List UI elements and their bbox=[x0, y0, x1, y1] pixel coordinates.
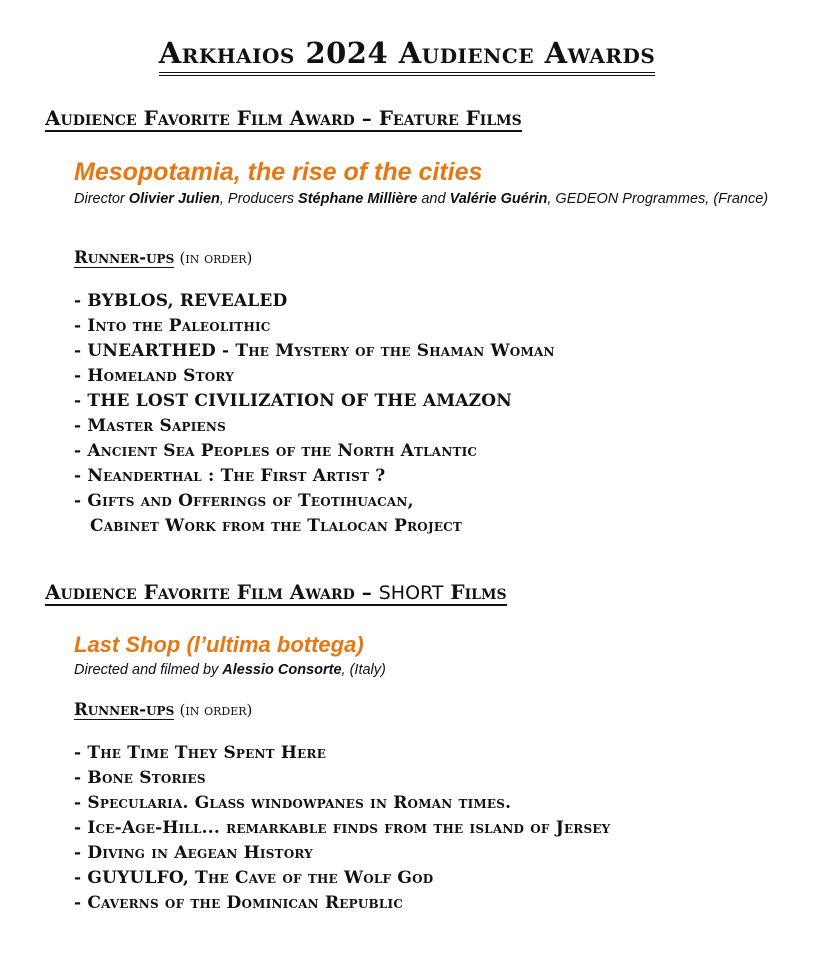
list-item: - THE LOST CIVILIZATION OF THE AMAZON bbox=[74, 391, 512, 411]
list-item: - Ancient Sea Peoples of the North Atlantic bbox=[74, 441, 478, 461]
short-films-heading: Audience Favorite Film Award – SHORT Films bbox=[45, 580, 507, 604]
list-item: - The Time They Spent Here bbox=[74, 743, 327, 763]
list-item: - Neanderthal : The First Artist ? bbox=[74, 466, 386, 486]
list-item: - Bone Stories bbox=[74, 768, 206, 788]
feature-winner-title: Mesopotamia, the rise of the cities bbox=[74, 158, 483, 186]
list-item: - Diving in Aegean History bbox=[74, 843, 313, 863]
list-item: - Specularia. Glass windowpanes in Roman times. bbox=[74, 793, 512, 813]
short-winner-credits: Directed and filmed by Alessio Consorte, (Italy) bbox=[74, 662, 386, 678]
short-runnerups-heading: Runner-ups (in order) bbox=[74, 700, 253, 719]
page-title: Arkhaios 2024 Audience Awards bbox=[0, 36, 814, 70]
feature-runnerups-heading: Runner-ups (in order) bbox=[74, 248, 253, 267]
list-item: - Master Sapiens bbox=[74, 416, 226, 436]
list-item: - Ice-Age-Hill... remarkable finds from the island of Jersey bbox=[74, 818, 611, 838]
list-item-text: - Gifts and Offerings of Teotihuacan, bbox=[74, 491, 414, 511]
short-winner-title: Last Shop (l’ultima bottega) bbox=[74, 632, 364, 657]
list-item-continuation: Cabinet Work from the Tlalocan Project bbox=[90, 516, 463, 536]
feature-films-heading: Audience Favorite Film Award – Feature Films bbox=[45, 106, 522, 130]
list-item: - BYBLOS, REVEALED bbox=[74, 291, 288, 311]
list-item: - UNEARTHED - The Mystery of the Shaman Woman bbox=[74, 341, 555, 361]
feature-winner-credits: Director Olivier Julien, Producers Stéphane Millière and Valérie Guérin, GEDEON Programmes, (France) bbox=[74, 191, 769, 207]
feature-runnerups-list bbox=[74, 289, 555, 539]
list-item: - Homeland Story bbox=[74, 366, 234, 386]
list-item: - Caverns of the Dominican Republic bbox=[74, 893, 404, 913]
list-item: - Into the Paleolithic bbox=[74, 316, 271, 336]
short-runnerups-list bbox=[74, 741, 610, 916]
list-item bbox=[74, 489, 555, 539]
list-item: - GUYULFO, The Cave of the Wolf God bbox=[74, 868, 434, 888]
